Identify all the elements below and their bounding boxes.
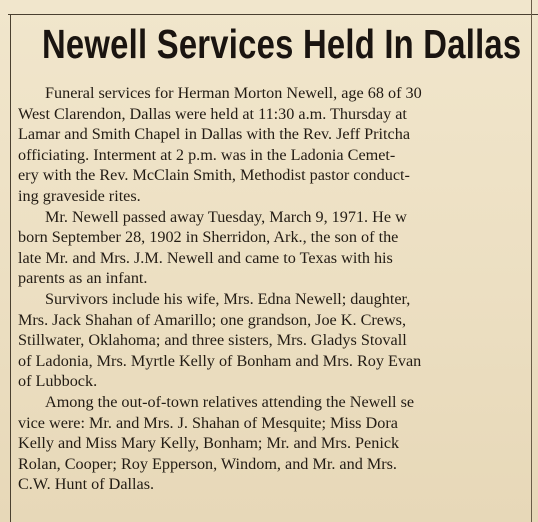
paragraph-passing bbox=[18, 207, 538, 289]
text-line: ing graveside rites. bbox=[18, 186, 141, 205]
headline: Newell Services Held In Dallas bbox=[42, 21, 522, 67]
text-line: vice were: Mr. and Mrs. J. Shahan of Mesquite; Miss Dora bbox=[18, 413, 398, 432]
text-line: Mr. Newell passed away Tuesday, March 9, 1971. He w bbox=[45, 207, 407, 226]
text-line: Lamar and Smith Chapel in Dallas with the Rev. Jeff Pritcha bbox=[18, 125, 411, 144]
text-line: born September 28, 1902 in Sherridon, Ark., the son of the bbox=[18, 228, 399, 247]
text-line: Kelly and Miss Mary Kelly, Bonham; Mr. and Mrs. Penick bbox=[18, 434, 400, 453]
text-line: Among the out-of-town relatives attending the Newell se bbox=[45, 392, 415, 411]
text-line: parents as an infant. bbox=[18, 269, 148, 288]
text-line: officiating. Interment at 2 p.m. was in the Ladonia Cemet- bbox=[18, 145, 396, 164]
text-line: West Clarendon, Dallas were held at 11:30 a.m. Thursday at bbox=[18, 104, 407, 123]
top-border-rule bbox=[8, 14, 538, 15]
text-line: Funeral services for Herman Morton Newell, age 68 of 30 bbox=[45, 84, 422, 102]
text-line: C.W. Hunt of Dallas. bbox=[18, 475, 155, 494]
paragraph-funeral-services bbox=[18, 83, 538, 207]
article-body bbox=[18, 83, 538, 495]
text-line: late Mr. and Mrs. J.M. Newell and came to Texas with his bbox=[18, 248, 393, 267]
text-line: of Lubbock. bbox=[18, 372, 98, 391]
text-line: Stillwater, Oklahoma; and three sisters, Mrs. Gladys Stovall bbox=[18, 331, 407, 350]
paragraph-survivors bbox=[18, 289, 538, 392]
text-line: of Ladonia, Mrs. Myrtle Kelly of Bonham and Mrs. Roy Evan bbox=[18, 351, 422, 370]
text-line: Rolan, Cooper; Roy Epperson, Windom, and Mr. and Mrs. bbox=[18, 454, 397, 473]
text-line: Mrs. Jack Shahan of Amarillo; one grandson, Joe K. Crews, bbox=[18, 310, 406, 329]
article bbox=[18, 18, 538, 518]
left-border-rule bbox=[10, 14, 11, 522]
text-line: Survivors include his wife, Mrs. Edna Newell; daughter, bbox=[45, 289, 411, 308]
paragraph-relatives bbox=[18, 392, 538, 495]
text-line: ery with the Rev. McClain Smith, Methodist pastor conduct- bbox=[18, 166, 410, 185]
